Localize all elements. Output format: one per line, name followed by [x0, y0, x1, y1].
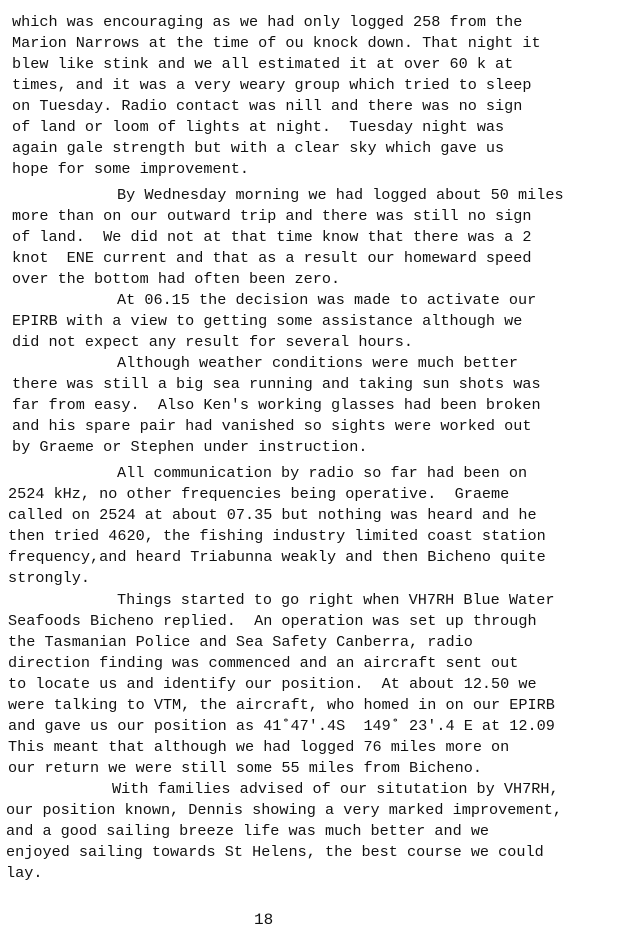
text-line: With families advised of our situtation by VH7RH,: [112, 780, 559, 798]
text-line: again gale strength but with a clear sky which gave us: [12, 139, 505, 157]
text-line: strongly.: [8, 569, 91, 587]
text-line: and his spare pair had vanished so sights were worked out: [12, 417, 532, 435]
text-line: frequency,and heard Triabunna weakly and then Bicheno quite: [8, 548, 546, 566]
text-line: far from easy. Also Ken's working glasses had been broken: [12, 396, 541, 414]
text-line: on Tuesday. Radio contact was nill and there was no sign: [12, 97, 523, 115]
text-line: hope for some improvement.: [12, 160, 249, 178]
text-line: times, and it was a very weary group which tried to sleep: [12, 76, 532, 94]
text-line: By Wednesday morning we had logged about 50 miles: [117, 186, 564, 204]
text-line: then tried 4620, the fishing industry limited coast station: [8, 527, 546, 545]
text-line: our return we were still some 55 miles from Bicheno.: [8, 759, 482, 777]
text-line: blew like stink and we all estimated it at over 60 k at: [12, 55, 514, 73]
text-line: enjoyed sailing towards St Helens, the best course we could: [6, 843, 544, 861]
text-line: Marion Narrows at the time of ou knock down. That night it: [12, 34, 541, 52]
text-line: EPIRB with a view to getting some assistance although we: [12, 312, 523, 330]
text-line: direction finding was commenced and an aircraft sent out: [8, 654, 519, 672]
text-line: did not expect any result for several hours.: [12, 333, 414, 351]
text-line: lay.: [6, 864, 43, 882]
text-line: our position known, Dennis showing a very marked improvement,: [6, 801, 562, 819]
text-line: of land or loom of lights at night. Tuesday night was: [12, 118, 505, 136]
text-line: and gave us our position as 41˚47'.4S 149˚ 23'.4 E at 12.09: [8, 717, 555, 735]
text-line: and a good sailing breeze life was much better and we: [6, 822, 490, 840]
text-line: more than on our outward trip and there was still no sign: [12, 207, 532, 225]
text-line: over the bottom had often been zero.: [12, 270, 341, 288]
text-line: to locate us and identify our position. At about 12.50 we: [8, 675, 537, 693]
text-line: At 06.15 the decision was made to activate our: [117, 291, 537, 309]
text-line: Seafoods Bicheno replied. An operation was set up through: [8, 612, 537, 630]
text-line: All communication by radio so far had been on: [117, 464, 528, 482]
text-line: by Graeme or Stephen under instruction.: [12, 438, 368, 456]
text-line: This meant that although we had logged 76 miles more on: [8, 738, 510, 756]
text-line: of land. We did not at that time know that there was a 2: [12, 228, 532, 246]
text-line: called on 2524 at about 07.35 but nothing was heard and he: [8, 506, 537, 524]
text-line: there was still a big sea running and taking sun shots was: [12, 375, 541, 393]
text-line: Although weather conditions were much better: [117, 354, 519, 372]
text-line: the Tasmanian Police and Sea Safety Canberra, radio: [8, 633, 473, 651]
text-line: were talking to VTM, the aircraft, who homed in on our EPIRB: [8, 696, 555, 714]
page-number: 18: [254, 911, 274, 929]
text-line: 2524 kHz, no other frequencies being operative. Graeme: [8, 485, 510, 503]
text-line: Things started to go right when VH7RH Blue Water: [117, 591, 555, 609]
text-line: which was encouraging as we had only logged 258 from the: [12, 13, 523, 31]
text-line: knot ENE current and that as a result our homeward speed: [12, 249, 532, 267]
